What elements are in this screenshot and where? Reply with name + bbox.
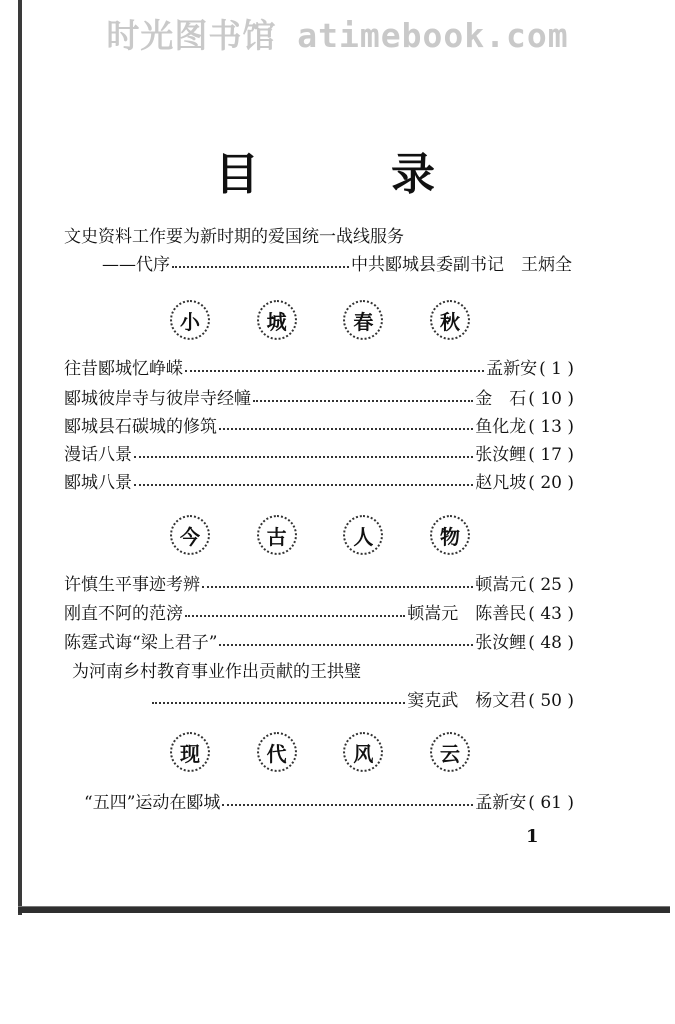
toc-entry [84, 788, 574, 812]
entry-page: ( 1 ) [539, 359, 574, 379]
entry-title: 郾城彼岸寺与彼岸寺经幢 [64, 389, 251, 409]
entry-author: 顿嵩元 [475, 575, 527, 595]
entry-author: 孟新安 [475, 793, 527, 813]
leader-dots [219, 634, 473, 646]
leader-dots [172, 256, 349, 268]
toc-title-left: 目 [215, 149, 259, 200]
section-char: 城 [257, 300, 297, 340]
entry-author: 顿嵩元 陈善民 [407, 604, 527, 624]
toc-title-right: 录 [391, 149, 435, 200]
entry-page: ( 13 ) [528, 417, 574, 437]
section-char: 秋 [430, 300, 470, 340]
leader-dots [219, 418, 473, 430]
entry-author: 赵凡坡 [475, 473, 527, 493]
leader-dots [202, 576, 473, 588]
section-char: 今 [170, 515, 210, 555]
section-heading-2 [170, 515, 470, 555]
entry-title: 漫话八景 [64, 445, 132, 465]
toc-entry [64, 412, 574, 436]
section-heading-1 [170, 300, 470, 340]
toc-entry [64, 354, 574, 378]
entry-author: 鱼化龙 [475, 417, 527, 437]
section-char: 古 [257, 515, 297, 555]
toc-entry [64, 468, 574, 492]
entry-title: 为河南乡村教育事业作出贡献的王拱璧 [72, 662, 361, 682]
page-border-bottom [18, 906, 670, 913]
preface-author: 中共郾城县委副书记 王炳全 [351, 255, 572, 275]
section-char: 物 [430, 515, 470, 555]
section-char: 春 [343, 300, 383, 340]
leader-dots [222, 794, 473, 806]
toc-entry [64, 628, 574, 652]
toc-entry [150, 686, 574, 710]
entry-title: 往昔郾城忆峥嵘 [64, 359, 183, 379]
entry-page: ( 50 ) [528, 691, 574, 711]
leader-dots [134, 446, 473, 458]
entry-page: ( 20 ) [528, 473, 574, 493]
entry-page: ( 10 ) [528, 389, 574, 409]
entry-page: ( 61 ) [528, 793, 574, 813]
section-char: 人 [343, 515, 383, 555]
toc-title [215, 138, 435, 202]
section-char: 风 [343, 732, 383, 772]
page-number: 1 [526, 826, 539, 847]
entry-page: ( 25 ) [528, 575, 574, 595]
entry-title: “五四”运动在郾城 [84, 793, 221, 813]
entry-author: 金 石 [475, 389, 527, 409]
toc-entry [72, 657, 582, 681]
leader-dots [185, 360, 484, 372]
leader-dots [253, 390, 473, 402]
preface-subtitle: ——代序 [102, 255, 170, 275]
entry-author: 孟新安 [486, 359, 538, 379]
entry-author: 张汝鲤 [475, 445, 527, 465]
entry-author: 窦克武 杨文君 [407, 691, 527, 711]
page-border-left [18, 0, 22, 915]
preface-title: 文史资料工作要为新时期的爱国统一战线服务 [64, 227, 404, 247]
leader-dots [152, 692, 405, 704]
entry-page: ( 48 ) [528, 633, 574, 653]
toc-entry [64, 384, 574, 408]
section-char: 云 [430, 732, 470, 772]
entry-title: 郾城八景 [64, 473, 132, 493]
entry-title: 陈霆式诲“梁上君子” [64, 633, 218, 653]
section-char: 现 [170, 732, 210, 772]
section-heading-3 [170, 732, 470, 772]
section-char: 小 [170, 300, 210, 340]
preface-line-2 [102, 250, 572, 274]
toc-entry [64, 440, 574, 464]
entry-title: 刚直不阿的范滂 [64, 604, 183, 624]
entry-title: 许慎生平事迹考辨 [64, 575, 200, 595]
entry-author: 张汝鲤 [475, 633, 527, 653]
entry-page: ( 17 ) [528, 445, 574, 465]
leader-dots [185, 605, 405, 617]
toc-entry [64, 599, 574, 623]
section-char: 代 [257, 732, 297, 772]
toc-entry [64, 570, 574, 594]
preface-line-1 [64, 222, 534, 246]
entry-title: 郾城县石碳城的修筑 [64, 417, 217, 437]
entry-page: ( 43 ) [528, 604, 574, 624]
leader-dots [134, 474, 473, 486]
watermark: 时光图书馆 atimebook.com [106, 16, 569, 55]
